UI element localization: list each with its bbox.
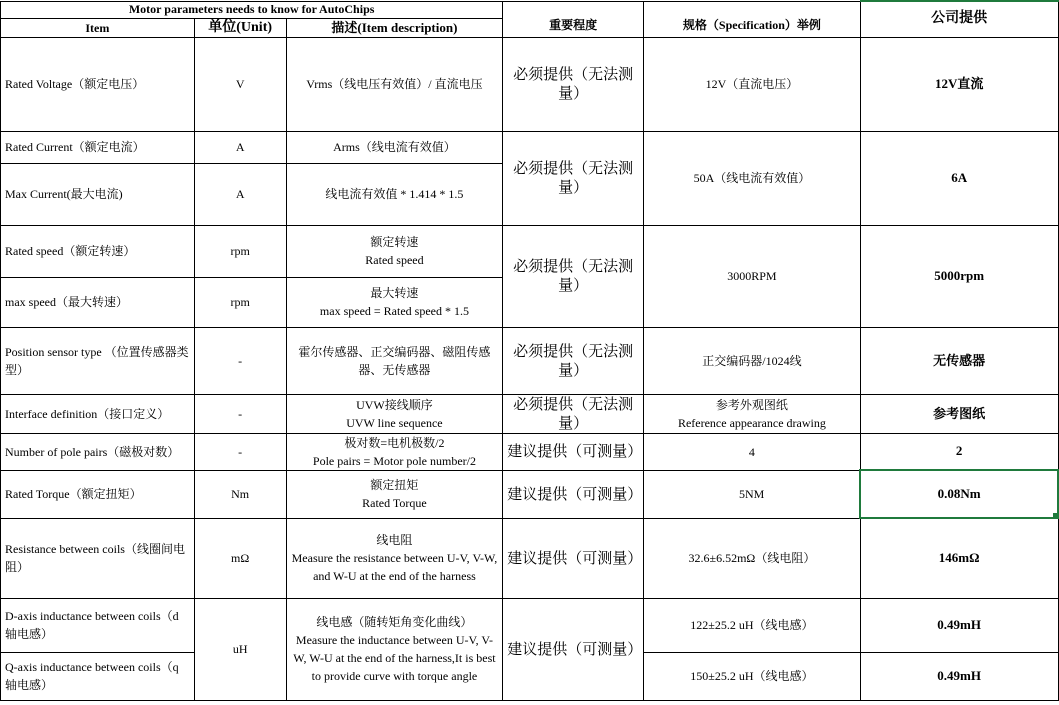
- cell-unit[interactable]: A: [194, 163, 286, 225]
- desc-en: Measure the inductance between U-V, V-W, W-U at the end of the harness,It is best to provide curve with torque angle: [293, 633, 496, 683]
- cell-spec[interactable]: 5NM: [644, 470, 861, 518]
- cell-spec[interactable]: 150±25.2 uH（线电感）: [644, 652, 861, 700]
- cell-importance[interactable]: 必须提供（无法测量）: [503, 37, 644, 131]
- cell-item[interactable]: Q-axis inductance between coils（q轴电感）: [1, 652, 195, 700]
- cell-desc[interactable]: [286, 470, 503, 518]
- cell-company[interactable]: 0.49mH: [860, 598, 1058, 652]
- cell-spec[interactable]: 3000RPM: [644, 225, 861, 327]
- header-desc[interactable]: 描述(Item description): [286, 18, 503, 37]
- cell-company[interactable]: 参考图纸: [860, 394, 1058, 433]
- selected-cell-company[interactable]: 0.08Nm: [860, 470, 1058, 518]
- cell-item[interactable]: Rated Current（额定电流）: [1, 131, 195, 163]
- cell-company[interactable]: 2: [860, 433, 1058, 470]
- cell-desc[interactable]: Arms（线电流有效值）: [286, 131, 503, 163]
- cell-item[interactable]: Number of pole pairs（磁极对数）: [1, 433, 195, 470]
- desc-cn: 额定转速: [370, 235, 419, 249]
- cell-importance[interactable]: 建议提供（可测量）: [503, 598, 644, 700]
- desc-en: Rated Torque: [362, 496, 427, 510]
- cell-spec[interactable]: 12V（直流电压）: [644, 37, 861, 131]
- spec-cn: 参考外观图纸: [715, 397, 788, 412]
- cell-item[interactable]: Resistance between coils（线圈间电阻）: [1, 518, 195, 598]
- desc-en: UVW line sequence: [346, 415, 443, 430]
- cell-item[interactable]: Rated speed（额定转速）: [1, 225, 195, 277]
- cell-unit[interactable]: uH: [194, 598, 286, 700]
- cell-desc[interactable]: [286, 433, 503, 470]
- cell-company[interactable]: 5000rpm: [860, 225, 1058, 327]
- cell-item[interactable]: Rated Torque（额定扭矩）: [1, 470, 195, 518]
- desc-cn: 最大转速: [370, 286, 419, 300]
- desc-cn: UVW接线顺序: [356, 397, 433, 412]
- cell-unit[interactable]: V: [194, 37, 286, 131]
- cell-unit[interactable]: rpm: [194, 225, 286, 277]
- cell-unit[interactable]: -: [194, 394, 286, 433]
- selection-fill-handle[interactable]: [1053, 513, 1058, 518]
- cell-desc[interactable]: 霍尔传感器、正交编码器、磁阻传感器、无传感器: [286, 327, 503, 394]
- cell-desc[interactable]: Vrms（线电压有效值）/ 直流电压: [286, 37, 503, 131]
- cell-unit[interactable]: mΩ: [194, 518, 286, 598]
- header-spec[interactable]: 规格（Specification）举例: [644, 1, 861, 37]
- cell-item[interactable]: Interface definition（接口定义）: [1, 394, 195, 433]
- desc-cn: 极对数=电机极数/2: [344, 435, 445, 450]
- desc-en: Pole pairs = Motor pole number/2: [312, 453, 476, 468]
- desc-cn: 线电感（随转矩角变化曲线）: [316, 615, 473, 629]
- cell-unit[interactable]: Nm: [194, 470, 286, 518]
- cell-unit[interactable]: rpm: [194, 277, 286, 327]
- cell-importance[interactable]: 必须提供（无法测量）: [503, 131, 644, 225]
- cell-importance[interactable]: 建议提供（可测量）: [503, 518, 644, 598]
- cell-company[interactable]: 无传感器: [860, 327, 1058, 394]
- cell-spec[interactable]: 32.6±6.52mΩ（线电阻）: [644, 518, 861, 598]
- cell-unit[interactable]: A: [194, 131, 286, 163]
- desc-cn: 线电阻: [376, 533, 413, 547]
- cell-desc[interactable]: [286, 598, 503, 700]
- cell-desc[interactable]: [286, 518, 503, 598]
- cell-desc[interactable]: [286, 394, 503, 433]
- cell-spec[interactable]: [644, 394, 861, 433]
- cell-item[interactable]: max speed（最大转速）: [1, 277, 195, 327]
- cell-item[interactable]: Rated Voltage（额定电压）: [1, 37, 195, 131]
- header-company[interactable]: 公司提供: [860, 1, 1058, 37]
- cell-item[interactable]: Position sensor type （位置传感器类型）: [1, 327, 195, 394]
- cell-desc[interactable]: [286, 277, 503, 327]
- desc-en: Rated speed: [365, 253, 424, 267]
- cell-importance[interactable]: 必须提供（无法测量）: [503, 327, 644, 394]
- header-unit[interactable]: 单位(Unit): [194, 18, 286, 37]
- cell-company[interactable]: 146mΩ: [860, 518, 1058, 598]
- cell-importance[interactable]: 建议提供（可测量）: [503, 433, 644, 470]
- header-item[interactable]: Item: [1, 18, 195, 37]
- cell-importance[interactable]: 建议提供（可测量）: [503, 470, 644, 518]
- cell-company[interactable]: 6A: [860, 131, 1058, 225]
- cell-importance[interactable]: 必须提供（无法测量）: [503, 394, 644, 433]
- header-importance[interactable]: 重要程度: [503, 1, 644, 37]
- cell-importance[interactable]: 必须提供（无法测量）: [503, 225, 644, 327]
- cell-spec[interactable]: 4: [644, 433, 861, 470]
- cell-spec[interactable]: 122±25.2 uH（线电感）: [644, 598, 861, 652]
- desc-en: Measure the resistance between U-V, V-W, and W-U at the end of the harness: [291, 551, 498, 583]
- cell-desc[interactable]: 线电流有效值 * 1.414 * 1.5: [286, 163, 503, 225]
- sheet-title[interactable]: Motor parameters needs to know for AutoChips: [1, 1, 503, 18]
- cell-company[interactable]: 12V直流: [860, 37, 1058, 131]
- cell-unit[interactable]: -: [194, 327, 286, 394]
- cell-spec[interactable]: 50A（线电流有效值）: [644, 131, 861, 225]
- desc-en: max speed = Rated speed * 1.5: [319, 304, 469, 318]
- cell-item[interactable]: D-axis inductance between coils（d轴电感）: [1, 598, 195, 652]
- spec-en: Reference appearance drawing: [677, 415, 826, 430]
- cell-unit[interactable]: -: [194, 433, 286, 470]
- cell-item[interactable]: Max Current(最大电流): [1, 163, 195, 225]
- cell-spec[interactable]: 正交编码器/1024线: [644, 327, 861, 394]
- desc-cn: 额定扭矩: [370, 478, 419, 492]
- cell-desc[interactable]: [286, 225, 503, 277]
- cell-company[interactable]: 0.49mH: [860, 652, 1058, 700]
